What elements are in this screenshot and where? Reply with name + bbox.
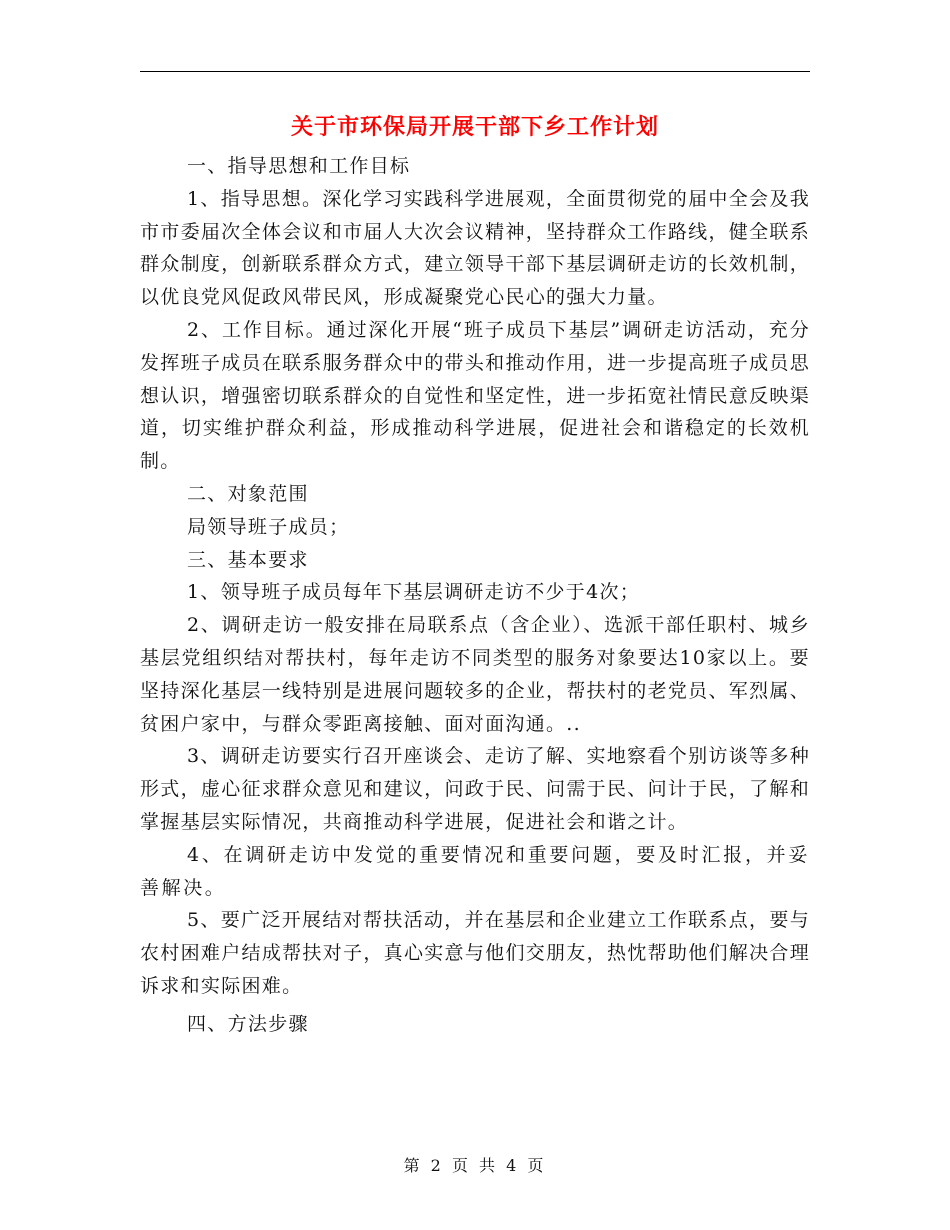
- paragraph-requirement-3: 3、调研走访要实行召开座谈会、走访了解、实地察看个别访谈等多种形式，虚心征求群众意见和建议，问政于民、问需于民、问计于民，了解和掌握基层实际情况，共商推动科学进展，促进社会和谐之计。: [140, 745, 810, 833]
- paragraph-requirement-1: 1、领导班子成员每年下基层调研走访不少于4次；: [187, 581, 641, 604]
- paragraph-requirement-4: 4、在调研走访中发觉的重要情况和重要问题，要及时汇报，并妥善解决。: [140, 843, 810, 899]
- section-heading-3: 三、基本要求: [187, 548, 309, 571]
- paragraph-work-goal: 2、工作目标。通过深化开展“班子成员下基层”调研走访活动，充分发挥班子成员在联系服务群众中的带头和推动作用，进一步提高班子成员思想认识，增强密切联系群众的自觉性和坚定性，进一步拓宽社情民意反映渠道，切实维护群众利益，形成推动科学进展，促进社会和谐稳定的长效机制。: [140, 318, 810, 473]
- document-title: 关于市环保局开展干部下乡工作计划: [290, 114, 659, 140]
- header-rule: [140, 71, 810, 72]
- section-heading-1: 一、指导思想和工作目标: [187, 155, 411, 177]
- page-number-footer: 第 2 页 共 4 页: [403, 1156, 547, 1175]
- paragraph-scope: 局领导班子成员；: [187, 515, 350, 538]
- paragraph-requirement-2: 2、调研走访一般安排在局联系点（含企业）、选派干部任职村、城乡基层党组织结对帮扶村，每年走访不同类型的服务对象要达10家以上。要坚持深化基层一线特别是进展问题较多的企业，帮扶村的老党员、军烈属、贫困户家中，与群众零距离接触、面对面沟通。..: [140, 614, 810, 735]
- section-heading-2: 二、对象范围: [187, 482, 309, 505]
- document-body: [140, 150, 810, 1041]
- paragraph-requirement-5: 5、要广泛开展结对帮扶活动，并在基层和企业建立工作联系点，要与农村困难户结成帮扶对子，真心实意与他们交朋友，热忱帮助他们解决合理诉求和实际困难。: [140, 909, 810, 997]
- section-heading-4: 四、方法步骤: [187, 1012, 309, 1035]
- paragraph-guiding-thought: 1、指导思想。深化学习实践科学进展观，全面贯彻党的届中全会及我市市委届次全体会议和市届人大次会议精神，坚持群众工作路线，健全联系群众制度，创新联系群众方式，建立领导干部下基层调研走访的长效机制，以优良党风促政风带民风，形成凝聚党心民心的强大力量。: [140, 187, 810, 309]
